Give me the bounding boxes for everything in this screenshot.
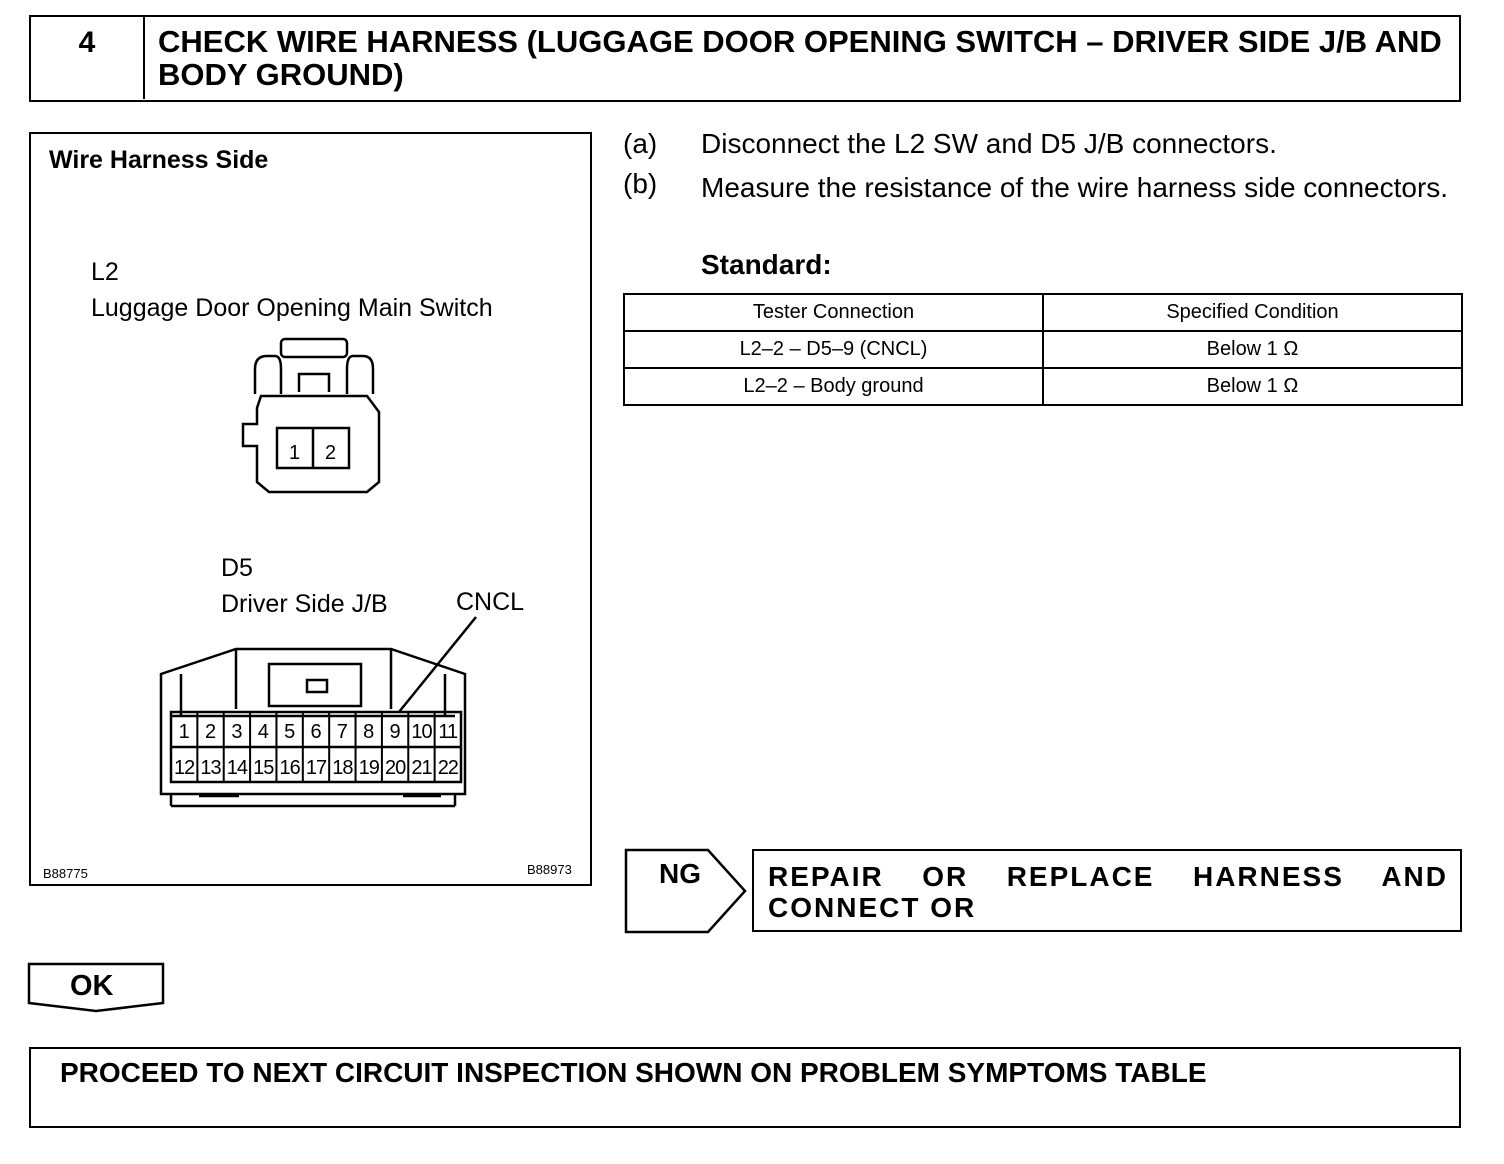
d5-pin-18: 18 (332, 757, 353, 779)
standard-label: Standard: (701, 249, 832, 280)
d5-pin-15: 15 (253, 757, 274, 779)
step-title: CHECK WIRE HARNESS (LUGGAGE DOOR OPENING SWITCH – DRIVER SIDE J/B AND BODY GROUND) (158, 24, 1442, 92)
d5-pin-19: 19 (358, 757, 379, 779)
d5-pin-5: 5 (284, 721, 296, 743)
d5-pin-2: 2 (204, 721, 217, 743)
table-header-condition: Specified Condition (1043, 294, 1462, 331)
d5-pin-21: 21 (411, 757, 432, 779)
table-cell: L2–2 – Body ground (624, 368, 1043, 405)
d5-code: D5 (221, 554, 253, 582)
figure-heading: Wire Harness Side (49, 146, 269, 174)
d5-pin-11: 11 (438, 721, 458, 743)
d5-pin-13: 13 (200, 757, 221, 779)
d5-name: Driver Side J/B (221, 590, 388, 618)
table-cell: Below 1 Ω (1043, 331, 1462, 368)
l2-name: Luggage Door Opening Main Switch (91, 294, 493, 322)
d5-pin-20: 20 (384, 757, 406, 779)
ok-label: OK (70, 970, 114, 1002)
cncl-callout: CNCL (456, 588, 525, 616)
l2-code: L2 (91, 258, 119, 286)
l2-pin-1: 1 (289, 442, 301, 464)
d5-pin-9: 9 (389, 721, 401, 743)
table-header-tester: Tester Connection (624, 294, 1043, 331)
instruction-a-text: Disconnect the L2 SW and D5 J/B connectors. (701, 128, 1277, 159)
instruction-b-label: (b) (623, 168, 658, 199)
d5-pin-14: 14 (226, 757, 248, 779)
d5-pin-7: 7 (336, 721, 348, 743)
table-cell: Below 1 Ω (1043, 368, 1462, 405)
figure-ref-left: B88775 (43, 866, 88, 881)
table-cell: L2–2 – D5–9 (CNCL) (624, 331, 1043, 368)
figure-ref-right: B88973 (527, 862, 572, 877)
d5-pin-12: 12 (174, 757, 195, 779)
ng-result-box (752, 849, 1462, 932)
ng-result-text: REPAIR OR REPLACE HARNESS AND CONNECT OR (768, 861, 1448, 923)
ng-label: NG (659, 858, 701, 889)
d5-pin-16: 16 (279, 757, 300, 779)
d5-pin-17: 17 (305, 757, 327, 779)
d5-pin-3: 3 (231, 721, 243, 743)
d5-pin-8: 8 (363, 721, 375, 743)
step-number: 4 (31, 17, 145, 99)
d5-pin-22: 22 (437, 757, 458, 779)
ok-result-text: PROCEED TO NEXT CIRCUIT INSPECTION SHOWN ON PROBLEM SYMPTOMS TABLE (60, 1057, 1207, 1088)
instruction-a-label: (a) (623, 128, 658, 159)
d5-pin-4: 4 (257, 721, 269, 743)
instruction-b-text: Measure the resistance of the wire harness side connectors. (701, 172, 1449, 203)
l2-pin-2: 2 (325, 442, 337, 464)
ok-result-box (29, 1047, 1461, 1128)
d5-pin-1: 1 (178, 721, 190, 743)
d5-pin-10: 10 (411, 721, 432, 743)
d5-pin-6: 6 (310, 721, 322, 743)
